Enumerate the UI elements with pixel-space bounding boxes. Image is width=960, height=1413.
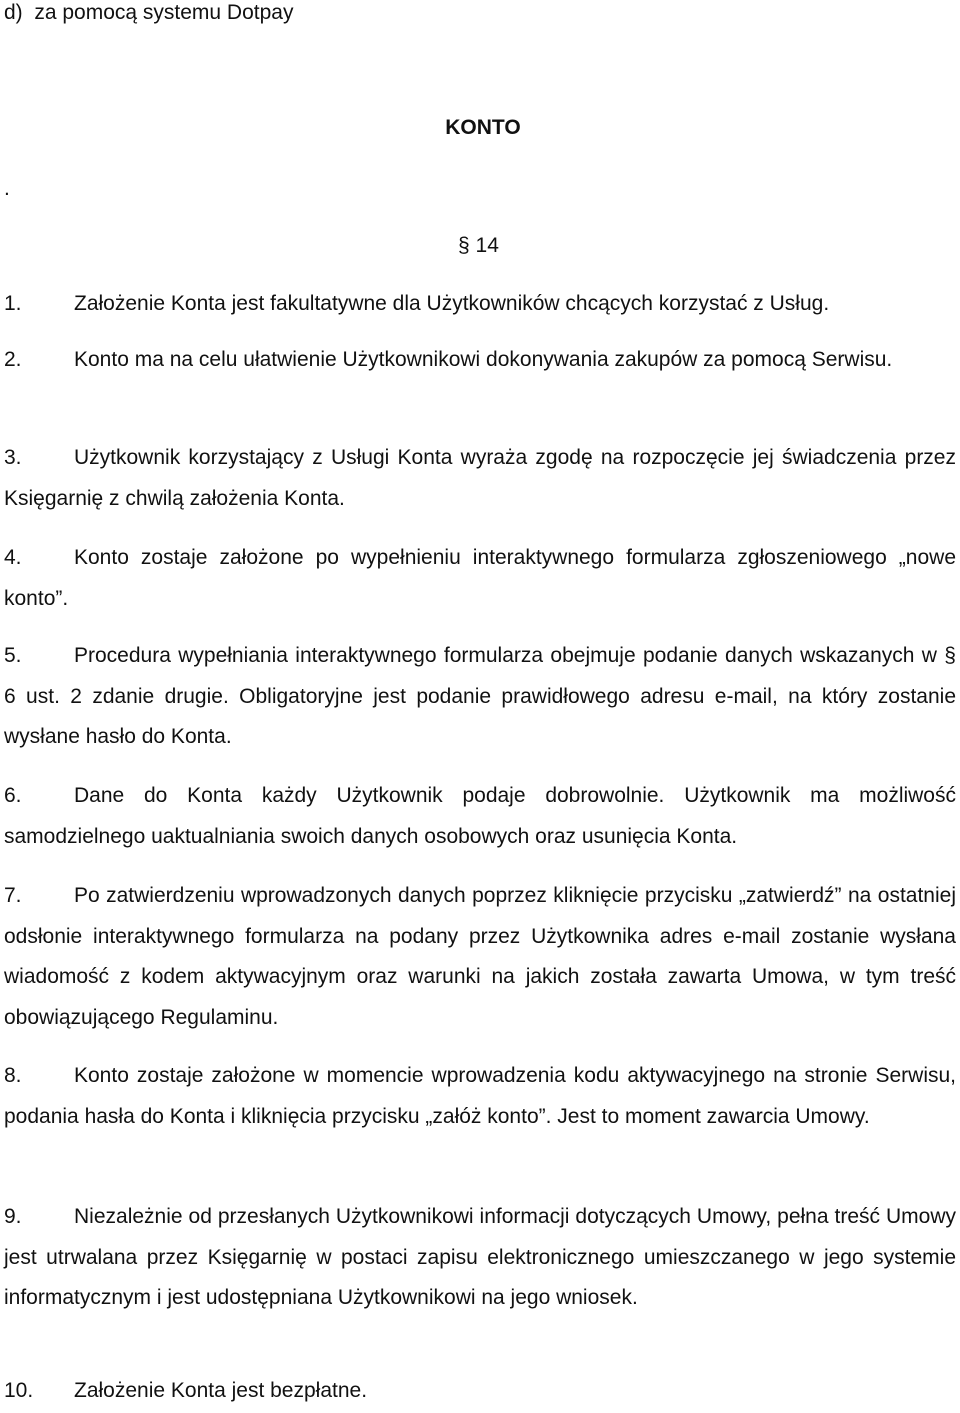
list-item bbox=[0, 284, 956, 325]
list-item-text: Po zatwierdzeniu wprowadzonych danych poprzez kliknięcie przycisku „zatwierdź” na ostatniej odsłonie interaktywnego formularza na podany przez Użytkownika adres e-mail zostanie wysłana wiadomość z kodem aktywacyjnym oraz warunki na jakich została zawarta Umowa, w tym treść obowiązującego Regulaminu. bbox=[4, 884, 956, 1029]
list-item bbox=[0, 776, 956, 857]
list-item-text: Użytkownik korzystający z Usługi Konta wyraża zgodę na rozpoczęcie jej świadczenia przez Księgarnię z chwilą założenia Konta. bbox=[4, 446, 956, 510]
list-item-number: 9. bbox=[4, 1205, 22, 1228]
section-title: KONTO bbox=[445, 116, 521, 139]
list-item bbox=[0, 1378, 956, 1404]
list-item-number: 2. bbox=[4, 348, 22, 371]
list-item-text: Konto zostaje założone po wypełnieniu interaktywnego formularza zgłoszeniowego „nowe konto”. bbox=[4, 546, 956, 610]
list-item-number: 8. bbox=[4, 1064, 22, 1087]
list-item bbox=[0, 1197, 956, 1319]
list-item-text: Konto ma na celu ułatwienie Użytkownikowi dokonywania zakupów za pomocą Serwisu. bbox=[74, 348, 893, 371]
stray-dot: . bbox=[4, 177, 10, 200]
list-item-number: 5. bbox=[4, 644, 22, 667]
list-item-text: Założenie Konta jest bezpłatne. bbox=[74, 1379, 368, 1402]
list-item bbox=[0, 636, 956, 758]
list-item-text: Niezależnie od przesłanych Użytkownikowi informacji dotyczących Umowy, pełna treść Umowy jest utrwalana przez Księgarnię w postaci zapisu elektronicznego umieszczanego w jego systemie informatycznym i jest udostępniana Użytkownikowi na jego wniosek. bbox=[4, 1205, 956, 1309]
list-item-text: Założenie Konta jest fakultatywne dla Użytkowników chcących korzystać z Usług. bbox=[74, 292, 830, 315]
list-item-number: 4. bbox=[4, 546, 22, 569]
list-item-text: Konto zostaje założone w momencie wprowadzenia kodu aktywacyjnego na stronie Serwisu, podania hasła do Konta i kliknięcia przycisku „załóż konto”. Jest to moment zawarcia Umowy. bbox=[4, 1064, 956, 1128]
list-item bbox=[0, 438, 956, 519]
list-item-number: 10. bbox=[4, 1379, 34, 1402]
list-item-number: 6. bbox=[4, 784, 22, 807]
list-item-text: Procedura wypełniania interaktywnego formularza obejmuje podanie danych wskazanych w § 6 ust. 2 zdanie drugie. Obligatoryjne jest podanie prawidłowego adresu e-mail, na który zostanie wysłane hasło do Konta. bbox=[4, 644, 956, 748]
list-item-number: 7. bbox=[4, 884, 22, 907]
list-item bbox=[0, 1056, 956, 1137]
list-item bbox=[0, 538, 956, 619]
list-item-text: Dane do Konta każdy Użytkownik podaje dobrowolnie. Użytkownik ma możliwość samodzielnego uaktualniania swoich danych osobowych oraz usunięcia Konta. bbox=[4, 784, 956, 848]
list-item bbox=[0, 340, 956, 381]
list-item bbox=[0, 876, 956, 1038]
paragraph-number: § 14 bbox=[458, 234, 499, 257]
list-item-number: 3. bbox=[4, 446, 22, 469]
previous-list-item: d) za pomocą systemu Dotpay bbox=[4, 1, 294, 24]
list-item-number: 1. bbox=[4, 292, 22, 315]
